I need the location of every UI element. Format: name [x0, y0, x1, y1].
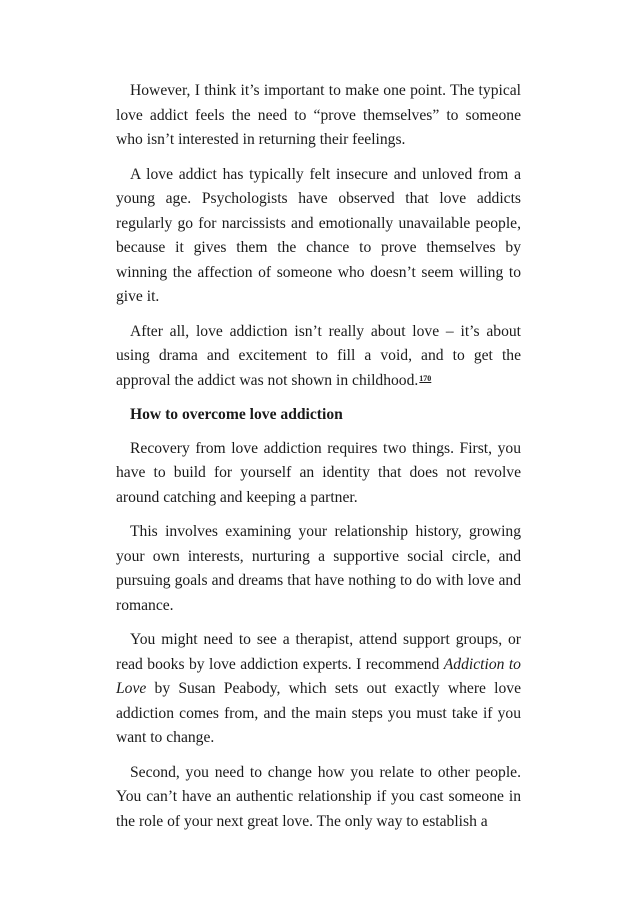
paragraph-recovery: Recovery from love addiction requires two things. First, you have to build for yourself an identity that does not revolve around catching and keeping a partner. — [116, 439, 521, 506]
book-page — [116, 79, 521, 844]
paragraph-therapist-books — [116, 628, 521, 751]
paragraph-insecure-unloved: A love addict has typically felt insecure and unloved from a young age. Psychologists have observed that love addicts regularly go for narcissists and emotionally unavailable people, because it gives them the chance to prove themselves by winning the affection of someone who doesn’t seem willing to give it. — [116, 165, 521, 305]
paragraph-relationship-history: This involves examining your relationship history, growing your own interests, nurturing a supportive social circle, and pursuing goals and dreams that have nothing to do with love and romance. — [116, 523, 521, 614]
section-heading: How to overcome love addiction — [130, 406, 343, 423]
paragraph-love-addiction-void — [116, 320, 521, 394]
paragraph-text: After all, love addiction isn’t really about love – it’s about using drama and excitement to fill a void, and to get the approval the addict was not shown in childhood. — [116, 322, 521, 389]
paragraph-text-start: You might need to see a therapist, attend support groups, or read books by love addiction experts. I recommend — [116, 631, 521, 673]
paragraph-text-end: by Susan Peabody, which sets out exactly where love addiction comes from, and the main steps you must take if you want to change. — [116, 680, 521, 746]
paragraph-relate-to-others: Second, you need to change how you relate to other people. You can’t have an authentic relationship if you cast someone in the role of your next great love. The only way to establish a — [116, 763, 521, 830]
footnote-reference[interactable]: 170 — [419, 373, 432, 383]
paragraph-prove-themselves: However, I think it’s important to make one point. The typical love addict feels the need to “prove themselves” to someone who isn’t interested in returning their feelings. — [116, 82, 521, 148]
book-title: Addiction to Love — [116, 655, 521, 697]
